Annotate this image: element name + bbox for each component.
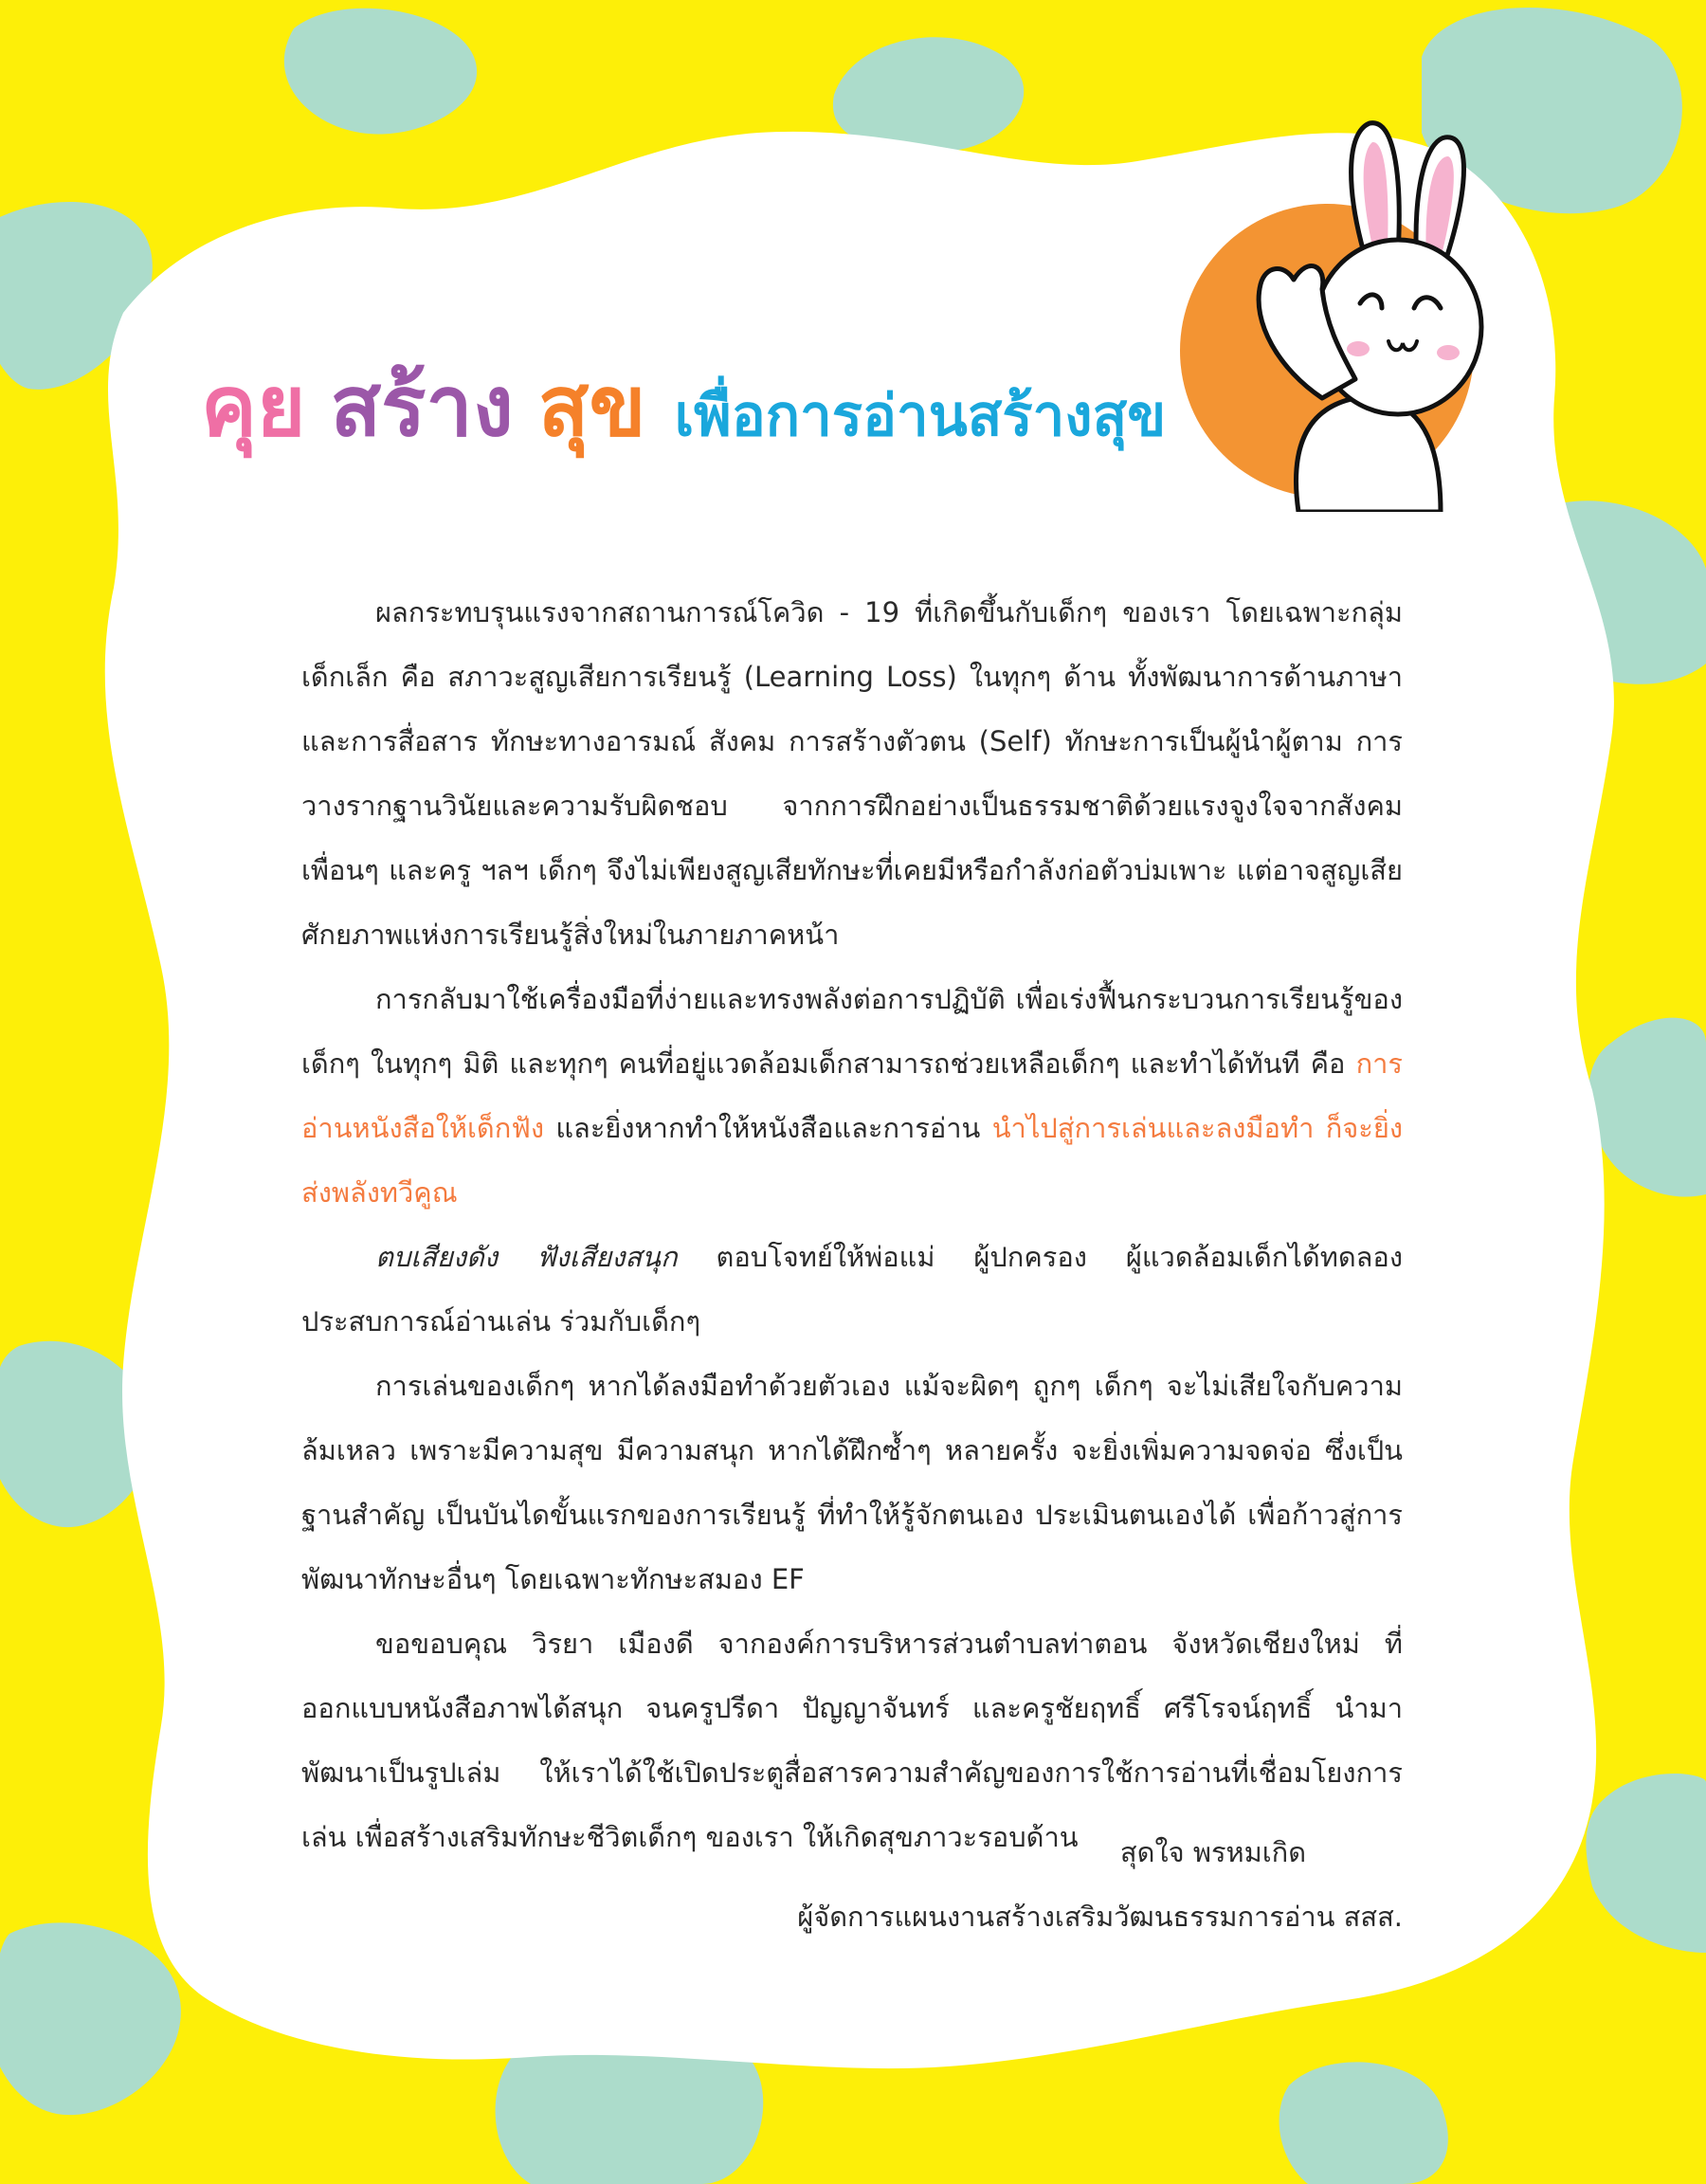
title-word-create: สร้าง (330, 357, 514, 455)
signature-block (739, 1820, 1403, 1949)
book-title: ตบเสียงดัง ฟังเสียงสนุก (375, 1241, 678, 1273)
paragraph-2-text-b: และยิ่งหากทำให้หนังสือและการอ่าน (544, 1112, 992, 1144)
highlight-play-and-do: นำไปสู่การเล่นและลงมือทำ ก็จะยิ่งส่งพลังทวีคูณ (301, 1112, 1403, 1209)
mint-blob (1280, 2062, 1448, 2184)
paragraph-3-text: ตอบโจทย์ให้พ่อแม่ ผู้ปกครอง ผู้แวดล้อมเด็กได้ทดลองประสบการณ์อ่านเล่น ร่วมกับเด็กๆ (301, 1241, 1403, 1338)
mint-blob (284, 9, 477, 135)
signature-name: สุดใจ พรหมเกิด (1119, 1836, 1307, 1868)
title-subtitle: เพื่อการอ่านสร้างสุข (674, 383, 1167, 449)
mint-blob (0, 1922, 181, 2115)
paragraph-4: การเล่นของเด็กๆ หากได้ลงมือทำด้วยตัวเอง แม้จะผิดๆ ถูกๆ เด็กๆ จะไม่เสียใจกับความล้มเหลว เพราะมีความสุข มีความสนุก หากได้ฝึกซ้ำๆ หลายครั้ง จะยิ่งเพิ่มความจดจ่อ ซึ่งเป็นฐานสำคัญ เป็นบันไดขั้นแรกของการเรียนรู้ ที่ทำให้รู้จักตนเอง ประเมินตนเองได้ เพื่อก้าวสู่การพัฒนาทักษะอื่นๆ โดยเฉพาะทักษะสมอง EF (301, 1370, 1403, 1595)
paragraph-5: ขอขอบคุณ วิรยา เมืองดี จากองค์การบริหารส่วนตำบลท่าตอน จังหวัดเชียงใหม่ ที่ออกแบบหนังสือภาพได้สนุก จนครูปรีดา ปัญญาจันทร์ และครูชัยฤทธิ์ ศรีโรจน์ฤทธิ์ นำมาพัฒนาเป็นรูปเล่ม ให้เราได้ใช้เปิดประตูสื่อสารความสำคัญของการใช้การอ่านที่เชื่อมโยงการเล่น เพื่อสร้างเสริมทักษะชีวิตเด็กๆ ของเรา ให้เกิดสุขภาวะรอบด้าน (301, 1628, 1403, 1853)
paragraph-1: ผลกระทบรุนแรงจากสถานการณ์โควิด - 19 ที่เกิดขึ้นกับเด็กๆ ของเรา โดยเฉพาะกลุ่มเด็กเล็ก คือ สภาวะสูญเสียการเรียนรู้ (Learning Loss) ในทุกๆ ด้าน ทั้งพัฒนาการด้านภาษาและการสื่อสาร ทักษะทางอารมณ์ สังคม การสร้างตัวตน (Self) ทักษะการเป็นผู้นำผู้ตาม การวางรากฐานวินัยและความรับผิดชอบ จากการฝึกอย่างเป็นธรรมชาติด้วยแรงจูงใจจากสังคม เพื่อนๆ และครู ฯลฯ เด็กๆ จึงไม่เพียงสูญเสียทักษะที่เคยมีหรือกำลังก่อตัวบ่มเพาะ แต่อาจสูญเสียศักยภาพแห่งการเรียนรู้สิ่งใหม่ในภายภาคหน้า (301, 596, 1403, 951)
mint-blob (1586, 1774, 1706, 1953)
signature-role: ผู้จัดการแผนงานสร้างเสริมวัฒนธรรมการอ่าน สสส. (797, 1901, 1403, 1933)
page-title (201, 339, 1166, 472)
paragraph-3 (301, 1225, 1403, 1354)
paragraph-2 (301, 967, 1403, 1225)
letter-body (301, 580, 1403, 1869)
waving-rabbit-icon (1166, 114, 1507, 512)
highlight-read-to-children: การอ่านหนังสือให้เด็กฟัง (301, 1047, 1403, 1144)
mint-blob (1588, 1018, 1706, 1197)
title-word-happiness: สุข (537, 357, 646, 455)
paragraph-2-text-a: การกลับมาใช้เครื่องมือที่ง่ายและทรงพลังต่อการปฏิบัติ เพื่อเร่งฟื้นกระบวนการเรียนรู้ของเด็กๆ ในทุกๆ มิติ และทุกๆ คนที่อยู่แวดล้อมเด็กสามารถช่วยเหลือเด็กๆ และทำได้ทันที คือ (301, 983, 1403, 1080)
mint-blob (833, 37, 1024, 152)
title-word-talk: คุย (201, 357, 306, 455)
